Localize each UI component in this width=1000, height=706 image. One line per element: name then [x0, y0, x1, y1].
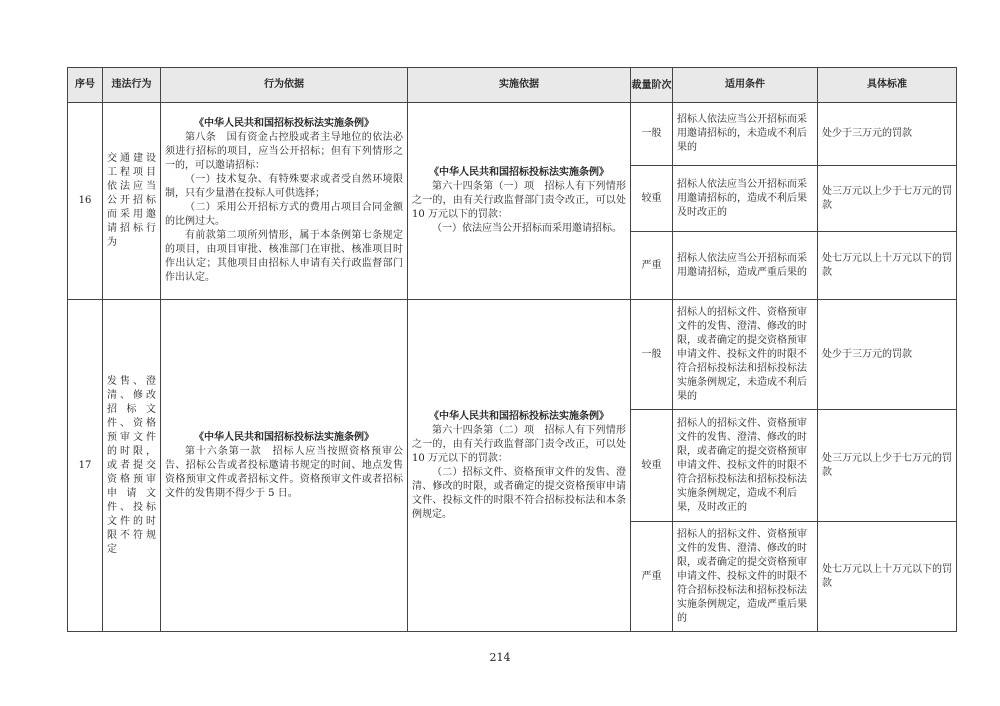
discretion-level: 严重	[631, 232, 673, 300]
row-number: 17	[68, 300, 103, 632]
applicable-condition: 招标人依法应当公开招标而采用邀请招标，造成严重后果的	[673, 232, 818, 300]
implementation-basis-title: 《中华人民共和国招标投标法实施条例》	[429, 167, 609, 178]
implementation-basis-para: （一）依法应当公开招标而采用邀请招标。	[432, 223, 622, 234]
implementation-basis	[408, 300, 631, 632]
header-std: 具体标准	[818, 68, 957, 103]
discretion-level: 一般	[631, 300, 673, 410]
implementation-basis-para: 第六十四条第（二）项 招标人有下列情形之一的，由有关行政监督部门责令改正，可以处 10 万元以下的罚款：	[412, 424, 626, 464]
specific-standard: 处七万元以上十万元以下的罚款	[818, 522, 957, 632]
discretion-level: 一般	[631, 103, 673, 166]
discretion-level: 较重	[631, 166, 673, 232]
legal-basis-title: 《中华人民共和国招标投标法实施条例》	[194, 431, 374, 443]
specific-standard: 处少于三万元的罚款	[818, 103, 957, 166]
table-row	[68, 300, 957, 410]
legal-basis-para: 第十六条第一款 招标人应当按照资格预审公告、招标公告或者投标邀请书规定的时间、地点发售资格预审文件或者招标文件。资格预审文件或者招标文件的发售期不得少于 5 日。	[165, 445, 403, 499]
table-row	[68, 103, 957, 166]
header-basis: 行为依据	[161, 68, 408, 103]
legal-basis-para: （一）技术复杂、有特殊要求或者受自然环境限制，只有少量潜在投标人可供选择；	[165, 174, 403, 199]
specific-standard: 处三万元以上少于七万元的罚款	[818, 166, 957, 232]
applicable-condition: 招标人依法应当公开招标而采用邀请招标的，未造成不利后果的	[673, 103, 818, 166]
specific-standard: 处七万元以上十万元以下的罚款	[818, 232, 957, 300]
implementation-basis	[408, 103, 631, 300]
header-no: 序号	[68, 68, 103, 103]
applicable-condition: 招标人依法应当公开招标而采用邀请招标的，造成不利后果及时改正的	[673, 166, 818, 232]
implementation-basis-title: 《中华人民共和国招标投标法实施条例》	[429, 410, 609, 422]
legal-basis-para: 第八条 国有资金占控股或者主导地位的依法必须进行招标的项目，应当公开招标；但有下列情形之一的，可以邀请招标：	[165, 132, 403, 171]
header-cond: 适用条件	[673, 68, 818, 103]
implementation-basis-para: （二）招标文件、资格预审文件的发售、澄清、修改的时限，或者确定的提交资格预审申请文件、投标文件的时限不符合招标投标法和本条例规定。	[412, 466, 626, 520]
implementation-basis-para: 第六十四条第（一）项 招标人有下列情形之一的，由有关行政监督部门责令改正，可以处 10 万元以下的罚款：	[412, 181, 626, 220]
specific-standard: 处三万元以上少于七万元的罚款	[818, 410, 957, 522]
legal-basis-title: 《中华人民共和国招标投标法实施条例》	[194, 118, 374, 129]
legal-basis-para: （二）采用公开招标方式的费用占项目合同金额的比例过大。	[165, 202, 403, 227]
header-impl: 实施依据	[408, 68, 631, 103]
violation-act: 发售、澄清、修改招标文件、资格预审文件的时限，或者提交资格预审申请文件、投标文件的时限不符规定	[103, 300, 161, 632]
penalty-standards-table	[67, 67, 957, 632]
page-number: 214	[489, 651, 511, 664]
legal-basis	[161, 300, 408, 632]
applicable-condition: 招标人的招标文件、资格预审文件的发售、澄清、修改的时限，或者确定的提交资格预审申请文件、投标文件的时限不符合招标投标法和招标投标法实施条例规定，造成不利后果，及时改正的	[673, 410, 818, 522]
specific-standard: 处少于三万元的罚款	[818, 300, 957, 410]
discretion-level: 较重	[631, 410, 673, 522]
discretion-level: 严重	[631, 522, 673, 632]
header-level: 裁量阶次	[631, 68, 673, 103]
header-act: 违法行为	[103, 68, 161, 103]
applicable-condition: 招标人的招标文件、资格预审文件的发售、澄清、修改的时限，或者确定的提交资格预审申请文件、投标文件的时限不符合招标投标法和招标投标法实施条例规定，未造成不利后果的	[673, 300, 818, 410]
violation-act: 交通建设工程项目依法应当公开招标而采用邀请招标行为	[103, 103, 161, 300]
legal-basis	[161, 103, 408, 300]
legal-basis-para: 有前款第二项所列情形，属于本条例第七条规定的项目，由项目审批、核准部门在审批、核准项目时作出认定；其他项目由招标人申请有关行政监督部门作出认定。	[165, 230, 403, 283]
table-header-row	[68, 68, 957, 103]
row-number: 16	[68, 103, 103, 300]
applicable-condition: 招标人的招标文件、资格预审文件的发售、澄清、修改的时限，或者确定的提交资格预审申请文件、投标文件的时限不符合招标投标法和招标投标法实施条例规定，造成严重后果的	[673, 522, 818, 632]
